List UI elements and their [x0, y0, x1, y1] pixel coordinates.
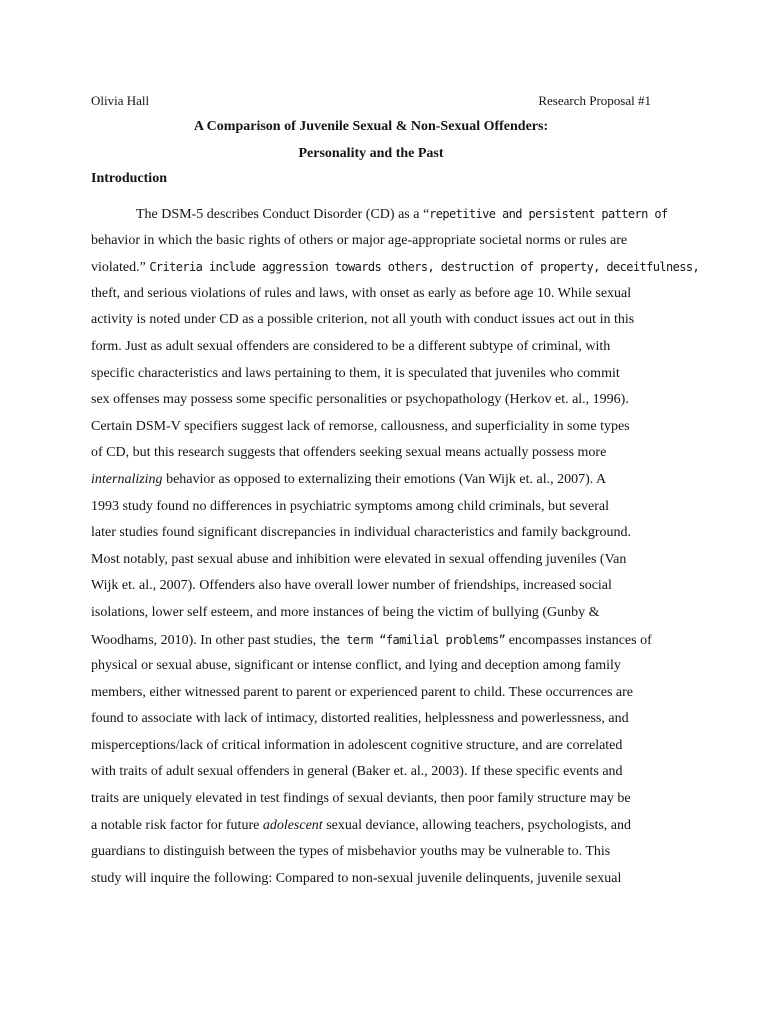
- text-segment: Woodhams, 2010). In other past studies,: [91, 632, 320, 648]
- title-line-2: Personality and the Past: [298, 146, 444, 161]
- quoted-text: repetitive and persistent pattern of: [429, 207, 668, 221]
- author-name: Olivia Hall: [91, 93, 150, 108]
- title-line-1: A Comparison of Juvenile Sexual & Non-Sexual Offenders:: [193, 119, 549, 134]
- text-line: physical or sexual abuse, significant or intense conflict, and lying and deception among family: [91, 658, 621, 674]
- text-line: 1993 study found no differences in psychiatric symptoms among child criminals, but several: [91, 498, 610, 514]
- text-line: of CD, but this research suggests that offenders seeking sexual means actually possess more: [91, 445, 607, 461]
- text-line: misperceptions/lack of critical information in adolescent cognitive structure, and are correlated: [91, 737, 623, 753]
- section-heading: Introduction: [91, 171, 167, 186]
- text-segment: encompasses instances of: [505, 632, 652, 648]
- italic-text: internalizing: [91, 471, 163, 487]
- text-line: [91, 631, 661, 658]
- text-line: [91, 258, 700, 285]
- running-header-label: Research Proposal #1: [538, 93, 651, 108]
- text-line: found to associate with lack of intimacy, distorted realities, helplessness and powerlessness, and: [91, 711, 629, 727]
- text-line: specific characteristics and laws pertaining to them, it is speculated that juveniles who commit: [91, 365, 620, 381]
- text-line: [91, 817, 661, 844]
- text-segment: violated.”: [91, 260, 150, 276]
- text-segment: sexual deviance, allowing teachers, psychologists, and: [322, 817, 632, 833]
- text-line: [91, 205, 668, 232]
- text-line: traits are uniquely elevated in test findings of sexual deviants, then poor family structure may be: [91, 791, 631, 807]
- text-line: form. Just as adult sexual offenders are considered to be a different subtype of criminal, with: [91, 338, 611, 354]
- italic-text: adolescent: [262, 817, 323, 833]
- text-line: members, either witnessed parent to parent or experienced parent to child. These occurrences are: [91, 684, 634, 700]
- text-line: Most notably, past sexual abuse and inhibition were elevated in sexual offending juveniles (Van: [91, 551, 627, 567]
- text-line: sex offenses may possess some specific personalities or psychopathology (Herkov et. al., 1996).: [91, 392, 629, 408]
- quoted-text: Criteria include aggression towards others, destruction of property, deceitfulness,: [149, 260, 700, 275]
- text-line: isolations, lower self esteem, and more instances of being the victim of bullying (Gunby &: [91, 604, 600, 620]
- text-line: activity is noted under CD as a possible criterion, not all youth with conduct issues act out in this: [91, 312, 635, 328]
- text-line: [91, 471, 661, 498]
- text-line: theft, and serious violations of rules and laws, with onset as early as before age 10. While sexual: [91, 285, 632, 301]
- quoted-text: the term “familial problems”: [319, 632, 506, 647]
- text-line: Wijk et. al., 2007). Offenders also have overall lower number of friendships, increased social: [91, 578, 612, 594]
- text-line: guardians to distinguish between the types of misbehavior youths may be vulnerable to. This: [91, 844, 611, 860]
- text-line: with traits of adult sexual offenders in general (Baker et. al., 2003). If these specific events and: [91, 764, 623, 780]
- text-line: study will inquire the following: Compared to non-sexual juvenile delinquents, juvenile sexual: [91, 870, 622, 886]
- body-paragraph: [91, 205, 700, 896]
- text-line: behavior in which the basic rights of others or major age-appropriate societal norms or rules are: [91, 232, 628, 248]
- text-segment: The DSM-5 describes Conduct Disorder (CD) as a “: [136, 207, 430, 222]
- text-segment: behavior as opposed to externalizing their emotions (Van Wijk et. al., 2007). A: [162, 471, 607, 487]
- text-segment: a notable risk factor for future: [91, 817, 263, 833]
- text-line: later studies found significant discrepancies in individual characteristics and family background.: [91, 525, 631, 541]
- text-line: Certain DSM-V specifiers suggest lack of remorse, callousness, and superficiality in some types: [91, 418, 630, 434]
